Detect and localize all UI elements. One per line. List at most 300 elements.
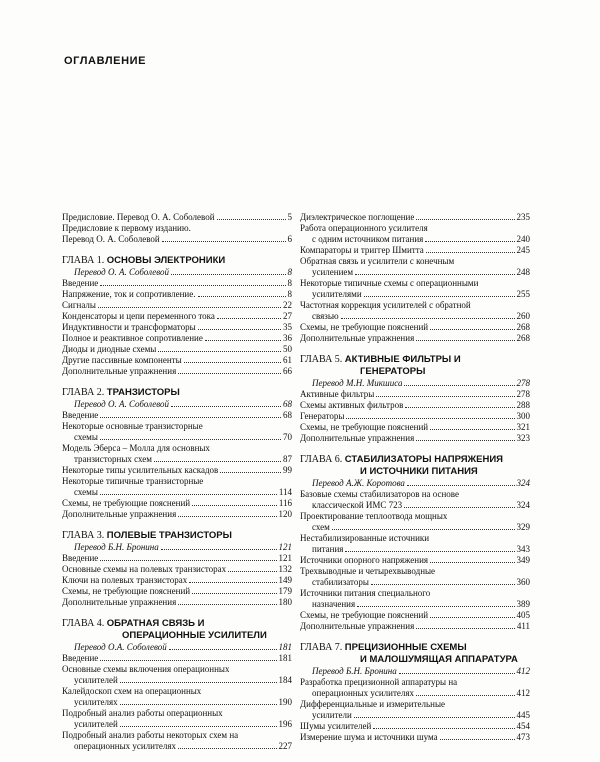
page-number: 411 — [516, 621, 530, 631]
page-number: 389 — [516, 599, 530, 609]
toc-entry — [62, 333, 292, 344]
dot-leader — [198, 296, 286, 297]
entry-title: Нестабилизированные источники — [300, 533, 430, 543]
dot-leader — [120, 682, 277, 683]
page-number: 235 — [516, 212, 530, 222]
page-number: 70 — [283, 432, 292, 442]
toc-entry — [300, 433, 530, 444]
page-number: 196 — [278, 719, 292, 729]
entry-title: Основные схемы включения операционных — [62, 664, 230, 674]
toc-left-column — [62, 212, 292, 762]
entry-title: Схемы, не требующие пояснений — [300, 322, 429, 332]
toc-entry — [62, 653, 292, 664]
dot-leader — [158, 351, 281, 352]
dot-leader — [416, 628, 515, 629]
dot-leader — [364, 296, 515, 297]
page-number: 121 — [278, 553, 292, 563]
dot-leader — [100, 560, 276, 561]
entry-title: Перевод О.А. Соболевой — [74, 642, 167, 652]
toc-entry — [300, 267, 530, 278]
page-number: 66 — [283, 366, 292, 376]
entry-title: классической ИМС 723 — [312, 500, 403, 510]
entry-title: усилением — [312, 267, 354, 277]
toc-entry — [300, 422, 530, 433]
entry-title: Базовые схемы стабилизаторов на основе — [300, 489, 459, 499]
toc-entry — [300, 333, 530, 344]
page-number: 268 — [516, 322, 530, 332]
dot-leader — [357, 606, 514, 607]
page-number: 445 — [516, 710, 530, 720]
toc-entry — [62, 311, 292, 322]
toc-entry — [62, 443, 292, 454]
entry-title: питания — [312, 544, 344, 554]
entry-title: Некоторые типичные схемы с операционными — [300, 278, 479, 288]
page-number: 149 — [278, 575, 292, 585]
entry-title: Дополнительные упражнения — [300, 621, 415, 631]
dot-leader — [171, 406, 281, 407]
page-number: 132 — [278, 564, 292, 574]
page-number: 36 — [283, 333, 292, 343]
page-number: 114 — [278, 487, 292, 497]
entry-title: Дополнительные упражнения — [300, 333, 415, 343]
toc-entry — [300, 710, 530, 721]
page-number: 324 — [516, 500, 530, 510]
chapter-heading — [62, 618, 292, 642]
entry-title: с одним источником питания — [312, 234, 424, 244]
entry-title: Перевод А.Ж. Коротова — [312, 478, 405, 488]
dot-leader — [354, 717, 515, 718]
toc-entry — [300, 300, 530, 311]
dot-leader — [228, 571, 276, 572]
translator-line — [300, 478, 530, 489]
entry-title: Диоды и диодные схемы — [62, 344, 157, 354]
entry-title: операционных усилителях — [74, 741, 177, 751]
toc-entry — [62, 697, 292, 708]
toc-section — [300, 354, 530, 444]
chapter-title-cont: И МАЛОШУМЯЩАЯ АППАРАТУРА — [360, 654, 518, 665]
chapter-number: ГЛАВА 7. — [300, 642, 343, 653]
chapter-title: ОСНОВЫ ЭЛЕКТРОНИКИ — [106, 255, 226, 266]
dot-leader — [178, 373, 281, 374]
toc-entry — [300, 588, 530, 599]
page-number: 321 — [516, 422, 530, 432]
page-number: 343 — [516, 544, 530, 554]
entry-title: Схемы, не требующие пояснений — [300, 610, 429, 620]
toc-entry — [300, 212, 530, 223]
page-number: 68 — [283, 410, 292, 420]
toc-entry — [62, 234, 292, 245]
toc-entry — [300, 311, 530, 322]
page-number: 5 — [287, 212, 292, 222]
entry-title: Источники питания специального — [300, 588, 431, 598]
toc-entry — [62, 344, 292, 355]
dot-leader — [430, 562, 514, 563]
entry-title: Введение — [62, 278, 99, 288]
toc-entry — [300, 500, 530, 511]
page-number: 248 — [516, 267, 530, 277]
dot-leader — [171, 274, 285, 275]
toc-entry — [62, 366, 292, 377]
toc-section — [300, 642, 530, 743]
toc-entry — [62, 586, 292, 597]
entry-title: стабилизаторы — [312, 577, 369, 587]
entry-title: Источники опорного напряжения — [300, 555, 429, 565]
chapter-heading — [300, 354, 530, 378]
toc-entry — [300, 522, 530, 533]
entry-title: Некоторые основные транзисторные — [62, 421, 203, 431]
entry-title: Перевод Б.Н. Бронина — [74, 542, 159, 552]
dot-leader — [100, 417, 281, 418]
toc-entry — [62, 719, 292, 730]
page-number: 22 — [283, 300, 292, 310]
dot-leader — [205, 340, 281, 341]
toc-entry — [300, 533, 530, 544]
toc-entry — [300, 721, 530, 732]
entry-title: Перевод М.Н. Микшиса — [312, 378, 403, 388]
entry-title: Подробный анализ работы некоторых схем на — [62, 730, 239, 740]
toc-entry — [300, 555, 530, 566]
toc-entry — [300, 322, 530, 333]
toc-entry — [300, 234, 530, 245]
page-number: 35 — [283, 322, 292, 332]
chapter-number: ГЛАВА 5. — [300, 354, 343, 365]
entry-title: Основные схемы на полевых транзисторах — [62, 564, 227, 574]
dot-leader — [345, 551, 514, 552]
entry-title: Дополнительные упражнения — [62, 597, 177, 607]
entry-title: Схемы, не требующие пояснений — [62, 586, 191, 596]
page-number: 68 — [283, 399, 292, 409]
toc-entry — [62, 212, 292, 223]
dot-leader — [346, 418, 514, 419]
dot-leader — [198, 329, 281, 330]
page-number: 181 — [278, 653, 292, 663]
page-number: 120 — [278, 509, 292, 519]
toc-entry — [300, 688, 530, 699]
entry-title: Полное и реактивное сопротивление — [62, 333, 203, 343]
toc-entry — [300, 511, 530, 522]
dot-leader — [373, 728, 514, 729]
toc-entry — [300, 389, 530, 400]
entry-title: Сигналы — [62, 300, 96, 310]
toc-entry — [300, 699, 530, 710]
toc-entry — [300, 577, 530, 588]
toc-entry — [300, 289, 530, 300]
toc-entry — [62, 278, 292, 289]
translator-line — [62, 399, 292, 410]
entry-title: Дополнительные упражнения — [62, 366, 177, 376]
entry-title: Перевод О. А. Соболевой — [74, 399, 170, 409]
chapter-title-cont: И ИСТОЧНИКИ ПИТАНИЯ — [360, 466, 478, 477]
toc-section — [62, 618, 292, 752]
toc-section — [62, 387, 292, 520]
dot-leader — [192, 505, 277, 506]
page-number: 121 — [278, 542, 292, 552]
entry-title: Перевод О. А. Соболевой — [62, 234, 160, 244]
page-number: 240 — [516, 234, 530, 244]
dot-leader — [407, 485, 515, 486]
page-number: 473 — [516, 732, 530, 742]
toc-entry — [62, 597, 292, 608]
entry-title: Шумы усилителей — [300, 721, 372, 731]
entry-title: Измерение шума и источники шума — [300, 732, 438, 742]
entry-title: Схемы, не требующие пояснений — [62, 498, 191, 508]
entry-title: Предисловие к первому изданию. — [62, 223, 191, 233]
page-number: 6 — [287, 234, 292, 244]
dot-leader — [341, 318, 515, 319]
dot-leader — [162, 241, 286, 242]
page-number: 255 — [516, 289, 530, 299]
entry-title: Проектирование теплоотвода мощных — [300, 511, 448, 521]
chapter-title: ТРАНЗИСТОРЫ — [106, 387, 180, 398]
dot-leader — [416, 695, 514, 696]
entry-title: связью — [312, 311, 339, 321]
toc-section — [62, 212, 292, 245]
dot-leader — [416, 440, 514, 441]
page-number: 179 — [278, 586, 292, 596]
page-number: 278 — [516, 389, 530, 399]
toc-entry — [300, 566, 530, 577]
chapter-title: ПРЕЦИЗИОННЫЕ СХЕМЫ — [344, 642, 467, 653]
toc-entry — [62, 289, 292, 300]
entry-title: Напряжение, ток и сопротивление. — [62, 289, 196, 299]
entry-title: Дополнительные упражнения — [62, 509, 177, 519]
entry-title: усилителях — [74, 697, 118, 707]
entry-title: операционных усилителях — [312, 688, 415, 698]
entry-title: Подробный анализ работы операционных — [62, 708, 223, 718]
toc-entry — [62, 686, 292, 697]
dot-leader — [399, 673, 515, 674]
dot-leader — [426, 252, 515, 253]
toc-section — [62, 530, 292, 608]
translator-line — [62, 542, 292, 553]
page-number: 190 — [278, 697, 292, 707]
entry-title: транзисторных схем — [74, 454, 152, 464]
dot-leader — [100, 494, 277, 495]
toc-entry — [62, 300, 292, 311]
toc-entry — [300, 278, 530, 289]
page-number: 288 — [516, 400, 530, 410]
chapter-title: ОБРАТНАЯ СВЯЗЬ И — [106, 618, 205, 629]
entry-title: Индуктивности и трансформаторы — [62, 322, 196, 332]
dot-leader — [430, 429, 514, 430]
page-number: 360 — [516, 577, 530, 587]
translator-line — [62, 267, 292, 278]
entry-title: Схемы, не требующие пояснений — [300, 422, 429, 432]
entry-title: усилители — [312, 710, 352, 720]
entry-title: Перевод О. А. Соболевой — [74, 267, 170, 277]
entry-title: Другие пассивные компоненты — [62, 355, 182, 365]
entry-title: усилителей — [74, 719, 118, 729]
toc-entry — [300, 411, 530, 422]
dot-leader — [120, 704, 277, 705]
entry-title: Обратная связь и усилители с конечным — [300, 256, 455, 266]
dot-leader — [376, 396, 514, 397]
toc-entry — [62, 564, 292, 575]
translator-line — [300, 378, 530, 389]
entry-title: Конденсаторы и цепи переменного тока — [62, 311, 215, 321]
entry-title: Модель Эберса – Молла для основных — [62, 443, 210, 453]
chapter-number: ГЛАВА 4. — [62, 618, 105, 629]
chapter-number: ГЛАВА 6. — [300, 454, 343, 465]
dot-leader — [416, 219, 514, 220]
entry-title: Диэлектрическое поглощение — [300, 212, 415, 222]
toc-entry — [62, 741, 292, 752]
chapter-heading — [62, 255, 292, 267]
entry-title: схем — [312, 522, 330, 532]
dot-leader — [425, 241, 514, 242]
dot-leader — [371, 584, 515, 585]
translator-line — [62, 642, 292, 653]
toc-entry — [62, 708, 292, 719]
dot-leader — [100, 285, 285, 286]
toc-entry — [300, 610, 530, 621]
toc-entry — [300, 256, 530, 267]
chapter-title-cont: ГЕНЕРАТОРЫ — [360, 366, 426, 377]
entry-title: Разработка прецизионной аппаратуры на — [300, 677, 458, 687]
dot-leader — [192, 593, 276, 594]
toc-entry — [62, 498, 292, 509]
toc-entry — [62, 675, 292, 686]
toc-entry — [62, 454, 292, 465]
toc-entry — [300, 544, 530, 555]
entry-title: Схемы активных фильтров — [300, 400, 404, 410]
toc-entry — [62, 509, 292, 520]
toc-entry — [300, 621, 530, 632]
chapter-heading — [62, 387, 292, 399]
dot-leader — [178, 516, 276, 517]
entry-title: Предисловие. Перевод О. А. Соболевой — [62, 212, 215, 222]
chapter-number: ГЛАВА 2. — [62, 387, 105, 398]
entry-title: Дифференциальные и измерительные — [300, 699, 445, 709]
dot-leader — [98, 307, 281, 308]
entry-title: Некоторые типы усилительных каскадов — [62, 465, 219, 475]
chapter-heading — [300, 454, 530, 478]
dot-leader — [100, 439, 281, 440]
chapter-title: АКТИВНЫЕ ФИЛЬТРЫ И — [344, 354, 461, 365]
toc-entry — [300, 245, 530, 256]
page-number: 454 — [516, 721, 530, 731]
toc-entry — [62, 476, 292, 487]
page-number: 181 — [278, 642, 292, 652]
entry-title: Введение — [62, 653, 99, 663]
toc-entry — [300, 223, 530, 234]
toc-entry — [300, 677, 530, 688]
page-number: 8 — [287, 278, 292, 288]
dot-leader — [154, 461, 281, 462]
dot-leader — [217, 219, 286, 220]
entry-title: Введение — [62, 410, 99, 420]
page-number: 227 — [278, 741, 292, 751]
toc-entry — [300, 732, 530, 743]
dot-leader — [100, 660, 276, 661]
toc-entry — [62, 553, 292, 564]
chapter-heading — [62, 530, 292, 542]
page-number: 324 — [516, 478, 530, 488]
page-number: 260 — [516, 311, 530, 321]
entry-title: Дополнительные упражнения — [300, 433, 415, 443]
entry-title: Активные фильтры — [300, 389, 375, 399]
chapter-title-cont: ОПЕРАЦИОННЫЕ УСИЛИТЕЛИ — [122, 630, 267, 641]
chapter-title: СТАБИЛИЗАТОРЫ НАПРЯЖЕНИЯ — [344, 454, 503, 465]
toc-entry — [62, 322, 292, 333]
dot-leader — [416, 340, 514, 341]
dot-leader — [189, 582, 276, 583]
entry-title: схемы — [74, 487, 98, 497]
dot-leader — [184, 362, 281, 363]
page-number: 245 — [516, 245, 530, 255]
page-number: 8 — [287, 289, 292, 299]
dot-leader — [355, 274, 514, 275]
page-number: 300 — [516, 411, 530, 421]
page-number: 405 — [516, 610, 530, 620]
page-number: 180 — [278, 597, 292, 607]
entry-title: Генераторы — [300, 411, 345, 421]
toc-section — [300, 212, 530, 344]
dot-leader — [220, 472, 281, 473]
page-number: 412 — [516, 666, 530, 676]
toc-entry — [62, 223, 292, 234]
page-number: 278 — [516, 378, 530, 388]
page-number: 61 — [283, 355, 292, 365]
entry-title: Некоторые типичные транзисторные — [62, 476, 204, 486]
entry-title: Калейдоскоп схем на операционных — [62, 686, 202, 696]
dot-leader — [120, 726, 277, 727]
dot-leader — [430, 329, 514, 330]
entry-title: Компараторы и триггер Шмитта — [300, 245, 424, 255]
toc-section — [62, 255, 292, 377]
translator-line — [300, 666, 530, 677]
entry-title: усилителей — [74, 675, 118, 685]
entry-title: схемы — [74, 432, 98, 442]
entry-title: Трехвыводные и четырехвыводные — [300, 566, 436, 576]
page-number: 323 — [516, 433, 530, 443]
page-number: 268 — [516, 333, 530, 343]
entry-title: Работа операционного усилителя — [300, 223, 428, 233]
page-number: 8 — [287, 267, 292, 277]
dot-leader — [440, 739, 515, 740]
dot-leader — [430, 617, 514, 618]
toc-entry — [62, 465, 292, 476]
dot-leader — [217, 318, 281, 319]
entry-title: Перевод Б.Н. Бронина — [312, 666, 397, 676]
toc-entry — [62, 355, 292, 366]
dot-leader — [161, 549, 277, 550]
toc-entry — [62, 432, 292, 443]
dot-leader — [178, 604, 276, 605]
toc-entry — [62, 487, 292, 498]
page-number: 412 — [516, 688, 530, 698]
chapter-number: ГЛАВА 3. — [62, 530, 105, 541]
dot-leader — [404, 385, 514, 386]
dot-leader — [178, 748, 276, 749]
page-number: 99 — [283, 465, 292, 475]
chapter-number: ГЛАВА 1. — [62, 255, 105, 266]
page-number: 50 — [283, 344, 292, 354]
toc-section — [300, 454, 530, 632]
page-number: 87 — [283, 454, 292, 464]
page-number: 184 — [278, 675, 292, 685]
toc-entry — [300, 489, 530, 500]
dot-leader — [169, 649, 277, 650]
toc-right-column — [300, 212, 530, 753]
toc-entry — [62, 664, 292, 675]
toc-entry — [300, 599, 530, 610]
toc-entry — [300, 400, 530, 411]
page-heading: ОГЛАВЛЕНИЕ — [64, 55, 147, 67]
page-number: 349 — [516, 555, 530, 565]
dot-leader — [332, 529, 515, 530]
chapter-title: ПОЛЕВЫЕ ТРАНЗИСТОРЫ — [106, 530, 232, 541]
